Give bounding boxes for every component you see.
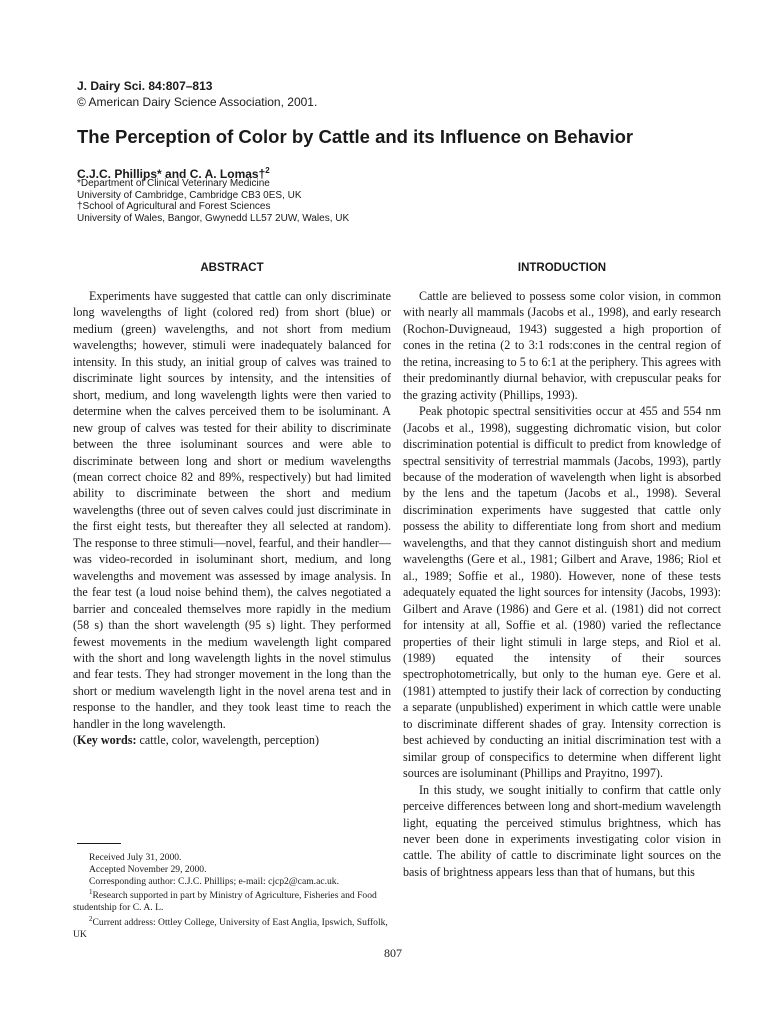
author-names: C.J.C. Phillips* and C. A. Lomas† — [77, 167, 266, 181]
affiliation-line: University of Cambridge, Cambridge CB3 0ES, UK — [77, 189, 302, 201]
abstract-column — [73, 260, 391, 749]
footnote-address-text: Current address: Ottley College, University of East Anglia, Ipswich, Suffolk, UK — [73, 917, 388, 941]
keywords-open-paren: ( — [73, 733, 78, 748]
introduction-heading: INTRODUCTION — [517, 262, 607, 274]
footnote-marker: 1 — [89, 888, 93, 897]
footnote-funding-text: Research supported in part by Ministry of Agriculture, Fisheries and Food studentship for C. A. L. — [73, 890, 377, 914]
keywords — [73, 732, 391, 748]
author-footnote-marker: 2 — [265, 166, 270, 175]
keywords-label: Key words: — [77, 733, 137, 748]
keywords-list: cattle, color, wavelength, perception) — [136, 733, 320, 748]
footnote-corresponding: Corresponding author: C.J.C. Phillips; e-mail: cjcp2@cam.ac.uk. — [89, 875, 339, 887]
affiliation-line: *Department of Clinical Veterinary Medicine — [77, 178, 270, 189]
intro-paragraph: Peak photopic spectral sensitivities occur at 455 and 554 nm (Jacobs et al., 1998), suggesting dichromatic vision, but color discrimination potential is difficult to predict from knowledge of spectral sensitivity of terrestrial mammals (Jacobs, 1993), partly because of the moderation of wavelength when light is absorbed by the lens and the tapetum (Jacobs et al., 1998). Several discrimination experiments have suggested that cattle only possess the ability to differentiate long from short and medium wavelengths, and that they cannot distinguish short and medium wavelengths (Gere et al., 1981; Gilbert and Arave, 1986; Riol et al., 1989; Soffie et al., 1980). However, none of these tests adequately equated the light sources for intensity (Jacobs, 1993): Gilbert and Arave (1986) and Gere et al. (1981) did not correct for intensity at all, Soffie et al. (1980) varied the reflectance properties of their light stimuli in large steps, and Riol et al. (1989) equated the intensity of their sources spectrophotometrically, but only to the human eye. Gere et al. (1981) attempted to justify their lack of correction by conducting a separate (unpublished) experiment in which cattle were unable to discriminate different shades of gray. Intensity correction is best achieved by conducting an initial discrimination test with a similar group of conspecifics to determine when different light sources are isoluminant (Phillips and Prayitno, 1997). — [403, 404, 721, 781]
journal-citation: J. Dairy Sci. 84:807–813 — [77, 79, 213, 93]
footnote-accepted: Accepted November 29, 2000. — [89, 863, 207, 875]
introduction-column — [403, 260, 721, 880]
copyright-line: © American Dairy Science Association, 2001. — [77, 95, 318, 109]
footnote-marker: 2 — [89, 915, 93, 924]
paper-title: The Perception of Color by Cattle and its Influence on Behavior — [77, 126, 634, 147]
affiliations — [77, 178, 349, 224]
footnote-divider — [77, 843, 121, 844]
footnote-received: Received July 31, 2000. — [89, 852, 182, 863]
footnote-address — [73, 914, 391, 941]
page-number: 807 — [384, 946, 402, 960]
footnote-funding — [73, 887, 391, 914]
intro-paragraph: Cattle are believed to possess some color vision, in common with nearly all mammals (Jacobs et al., 1998), and early research (Rochon-Duvigneaud, 1943) suggested a high proportion of cones in the retina (2 to 3:1 rods:cones in the central region of the retina, increasing to 5 to 6:1 at the periphery. This agrees with their predominantly diurnal behavior, with crepuscular peaks for the grazing activity (Phillips, 1993). — [403, 289, 721, 402]
intro-paragraph: In this study, we sought initially to confirm that cattle only perceive differences between long and short-medium wavelength light, equating the perceived stimulus brightness, which has never been done in experiments investigating color vision in cattle. The ability of cattle to discriminate light sources on the basis of brightness appears less than that of humans, but this — [403, 782, 721, 879]
abstract-text: Experiments have suggested that cattle can only discriminate long wavelengths of light (colored red) from short (blue) or medium (green) wavelengths, and not short from medium wavelengths; however, stimuli were inadequately balanced for intensity. In this study, an initial group of calves was trained to discriminate light sources by intensity, and the intensities of short, medium, and long wavelength lights were then varied to determine when the calves perceived them to be isoluminant. A new group of calves was tested for their ability to discriminate between the three isoluminant sources and were able to discriminate between long and short or medium wavelengths (mean correct choice 82 and 89%, respectively) but had limited ability to discriminate between the short and medium wavelengths (three out of seven calves could just discriminate in the first eight tests, but thereafter they all selected at random). The response to three stimuli—novel, fearful, and their handler—was video-recorded in isoluminant short, medium, and long wavelengths and movement was assessed by image analysis. In the fear test (a loud noise behind them), the calves negotiated a barrier and concealed themselves more rapidly in the medium (58 s) than the short wavelength (95 s) light. They performed fewest movements in the medium wavelength light compared with the short and long wavelength lights in the novel stimulus and fear tests. They had stronger movement in the long than the short or medium wavelength light in the novel arena test and in response to the handler, and they took least time to reach the handler in the long wavelength. — [73, 289, 391, 731]
abstract-heading: ABSTRACT — [200, 262, 264, 274]
journal-header — [77, 78, 317, 110]
affiliation-line: University of Wales, Bangor, Gwynedd LL57 2UW, Wales, UK — [77, 212, 350, 224]
footnotes — [73, 852, 391, 941]
affiliation-line: †School of Agricultural and Forest Sciences — [77, 201, 271, 212]
